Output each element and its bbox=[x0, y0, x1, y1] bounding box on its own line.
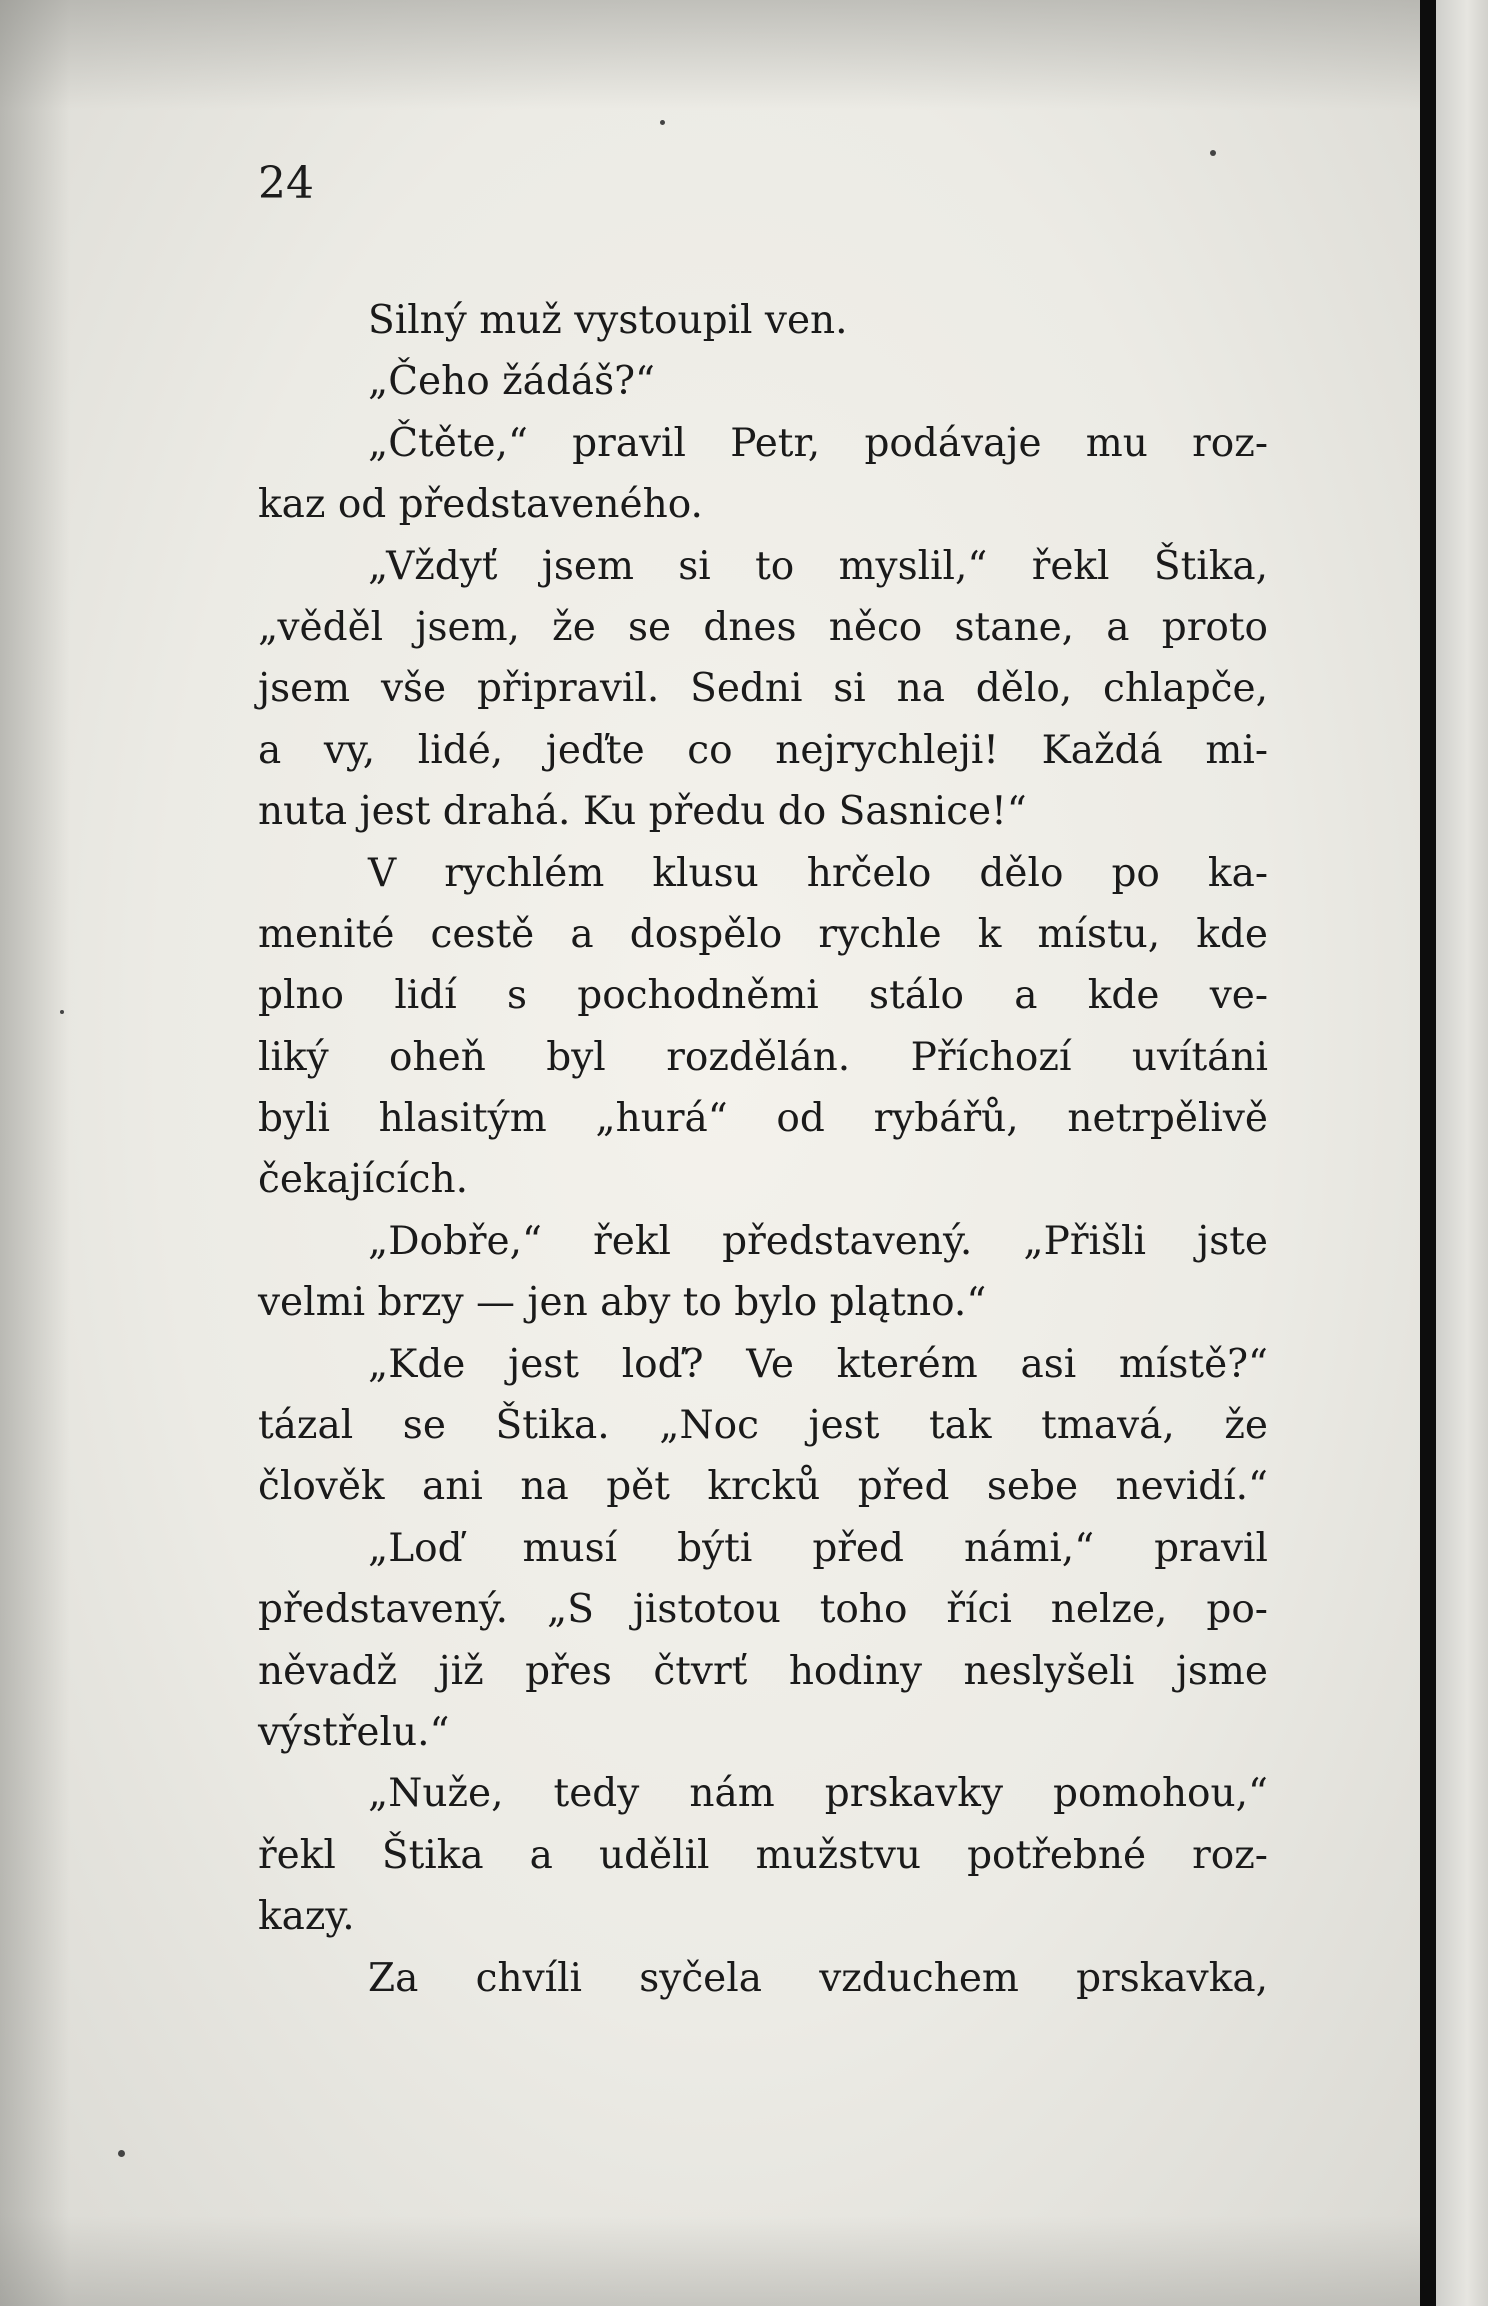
dust-speck bbox=[118, 2150, 125, 2157]
text-line: byli hlasitým „hurá“ od rybářů, netrpělivě bbox=[258, 1096, 1268, 1142]
text-line: výstřelu.“ bbox=[258, 1709, 450, 1755]
dust-speck bbox=[60, 1010, 64, 1014]
text-line: čekajících. bbox=[258, 1157, 469, 1203]
text-line: plno lidí s pochodněmi stálo a kde ve- bbox=[258, 973, 1268, 1019]
text-line: řekl Štika a udělil mužstvu potřebné roz- bbox=[258, 1832, 1268, 1878]
text-line: kazy. bbox=[258, 1894, 355, 1940]
text-line: menité cestě a dospělo rychle k místu, kde bbox=[258, 911, 1268, 957]
text-line: něvadž již přes čtvrť hodiny neslyšeli jsme bbox=[258, 1648, 1268, 1694]
body-text bbox=[258, 290, 1268, 2009]
next-page-strip bbox=[1436, 0, 1488, 2306]
text-line: „věděl jsem, že se dnes něco stane, a proto bbox=[258, 604, 1268, 650]
text-line: „Čeho žádáš?“ bbox=[368, 359, 655, 405]
text-line: „Dobře,“ řekl představený. „Přišli jste bbox=[368, 1218, 1268, 1264]
text-line: představený. „S jistotou toho říci nelze, po- bbox=[258, 1587, 1268, 1633]
text-line: a vy, lidé, jeďte co nejrychleji! Každá mi- bbox=[258, 727, 1268, 773]
text-line: člověk ani na pět krcků před sebe nevidí.“ bbox=[258, 1464, 1268, 1510]
page-number: 24 bbox=[258, 158, 314, 209]
text-line: jsem vše připravil. Sedni si na dělo, chlapče, bbox=[258, 666, 1268, 712]
text-line: tázal se Štika. „Noc jest tak tmavá, že bbox=[258, 1403, 1268, 1449]
text-line: V rychlém klusu hrčelo dělo po ka- bbox=[368, 850, 1268, 896]
text-line: kaz od představeného. bbox=[258, 482, 703, 528]
paper-shadow-top bbox=[0, 0, 1432, 110]
text-line: „Čtěte,“ pravil Petr, podávaje mu roz- bbox=[368, 420, 1268, 466]
text-line: liký oheň byl rozdělán. Příchozí uvítáni bbox=[258, 1034, 1268, 1080]
page-edge-shadow bbox=[1420, 0, 1436, 2306]
text-line: „Loď musí býti před námi,“ pravil bbox=[368, 1525, 1268, 1571]
text-line: „Vždyť jsem si to myslil,“ řekl Štika, bbox=[368, 543, 1268, 589]
text-line: velmi brzy — jen aby to bylo plątno.“ bbox=[258, 1280, 987, 1326]
dust-speck bbox=[1210, 150, 1216, 156]
paper-shadow-bottom bbox=[0, 2216, 1432, 2306]
paper-shadow-left bbox=[0, 0, 70, 2306]
text-line: „Kde jest loď? Ve kterém asi místě?“ bbox=[368, 1341, 1268, 1387]
text-line: „Nuže, tedy nám prskavky pomohou,“ bbox=[368, 1771, 1268, 1817]
text-line: nuta jest drahá. Ku předu do Sasnice!“ bbox=[258, 789, 1027, 835]
text-line: Silný muž vystoupil ven. bbox=[368, 298, 848, 343]
dust-speck bbox=[660, 120, 665, 125]
text-line: Za chvíli syčela vzduchem prskavka, bbox=[368, 1955, 1268, 2001]
